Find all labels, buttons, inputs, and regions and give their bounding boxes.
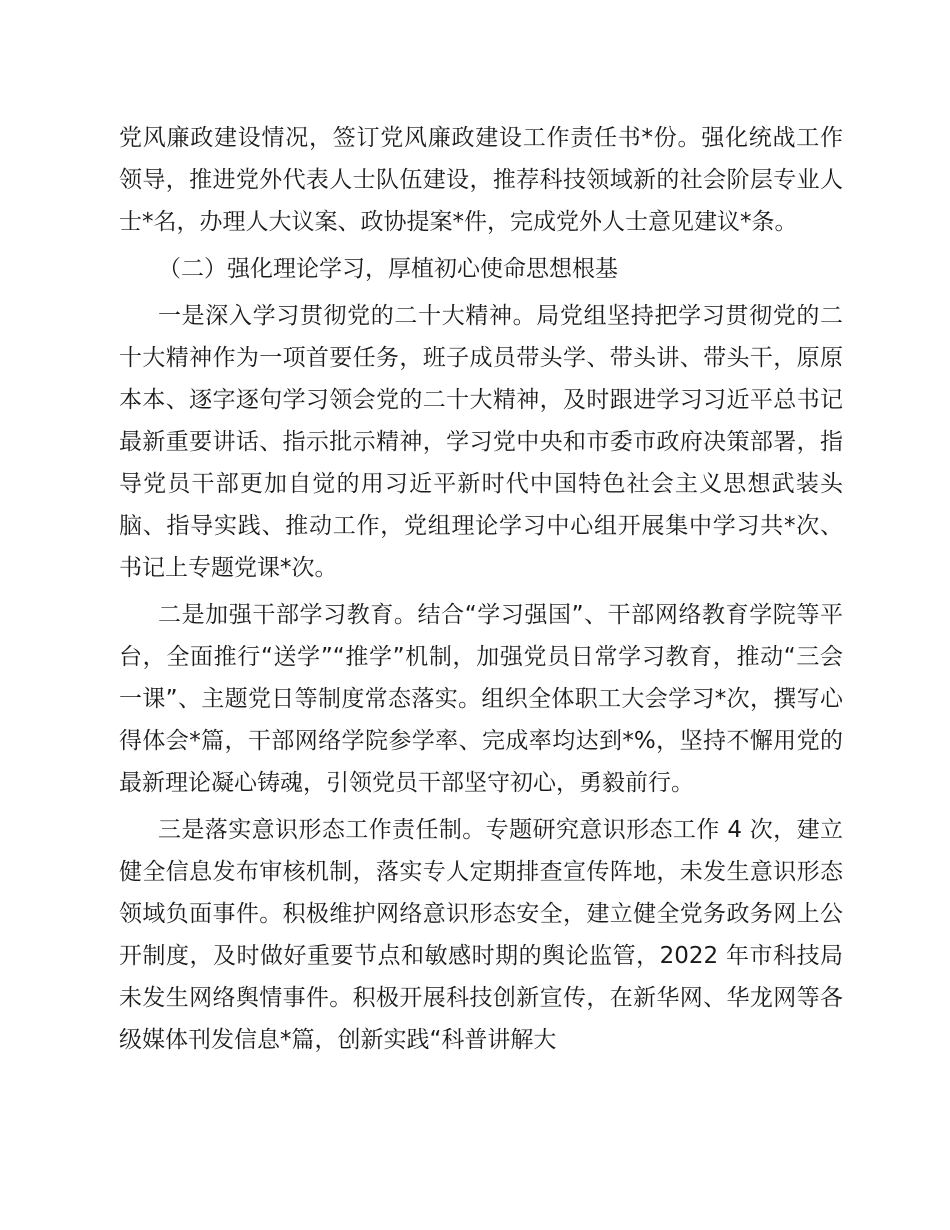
paragraph-cadre-education: 二是加强干部学习教育。结合“学习强国”、干部网络教育学院等平台，全面推行“送学”“推学”机制，加强党员日常学习教育，推动“三会一课”、主题党日等制度常态落实。组织全体职工大会学习*次，撰写心得体会*篇，干部网络学院参学率、完成率均达到*%，坚持不懈用党的最新理论凝心铸魂，引领党员干部坚守初心，勇毅前行。	[119, 602, 843, 796]
document-body	[119, 117, 843, 1066]
paragraph-party-conduct-continuation: 党风廉政建设情况，签订党风廉政建设工作责任书*份。强化统战工作领导，推进党外代表人士队伍建设，推荐科技领域新的社会阶层专业人士*名，办理人大议案、政协提案*件，完成党外人士意见建议*条。	[119, 125, 843, 235]
paragraph-twentieth-congress-study: 一是深入学习贯彻党的二十大精神。局党组坚持把学习贯彻党的二十大精神作为一项首要任务，班子成员带头学、带头讲、带头干，原原本本、逐字逐句学习领会党的二十大精神，及时跟进学习习近平总书记最新重要讲话、指示批示精神，学习党中央和市委市政府决策部署，指导党员干部更加自觉的用习近平新时代中国特色社会主义思想武装头脑、指导实践、推动工作，党组理论学习中心组开展集中学习共*次、书记上专题党课*次。	[119, 303, 843, 581]
paragraph-ideology-responsibility: 三是落实意识形态工作责任制。专题研究意识形态工作 4 次，建立健全信息发布审核机制，落实专人定期排查宣传阵地，未发生意识形态领域负面事件。积极维护网络意识形态安全，建立健全党务政务网上公开制度，及时做好重要节点和敏感时期的舆论监管，2022 年市科技局未发生网络舆情事件。积极开展科技创新宣传，在新华网、华龙网等各级媒体刊发信息*篇，创新实践“科普讲解大	[119, 817, 843, 1053]
section-heading-theory-study: （二）强化理论学习，厚植初心使命思想根基	[158, 256, 618, 282]
